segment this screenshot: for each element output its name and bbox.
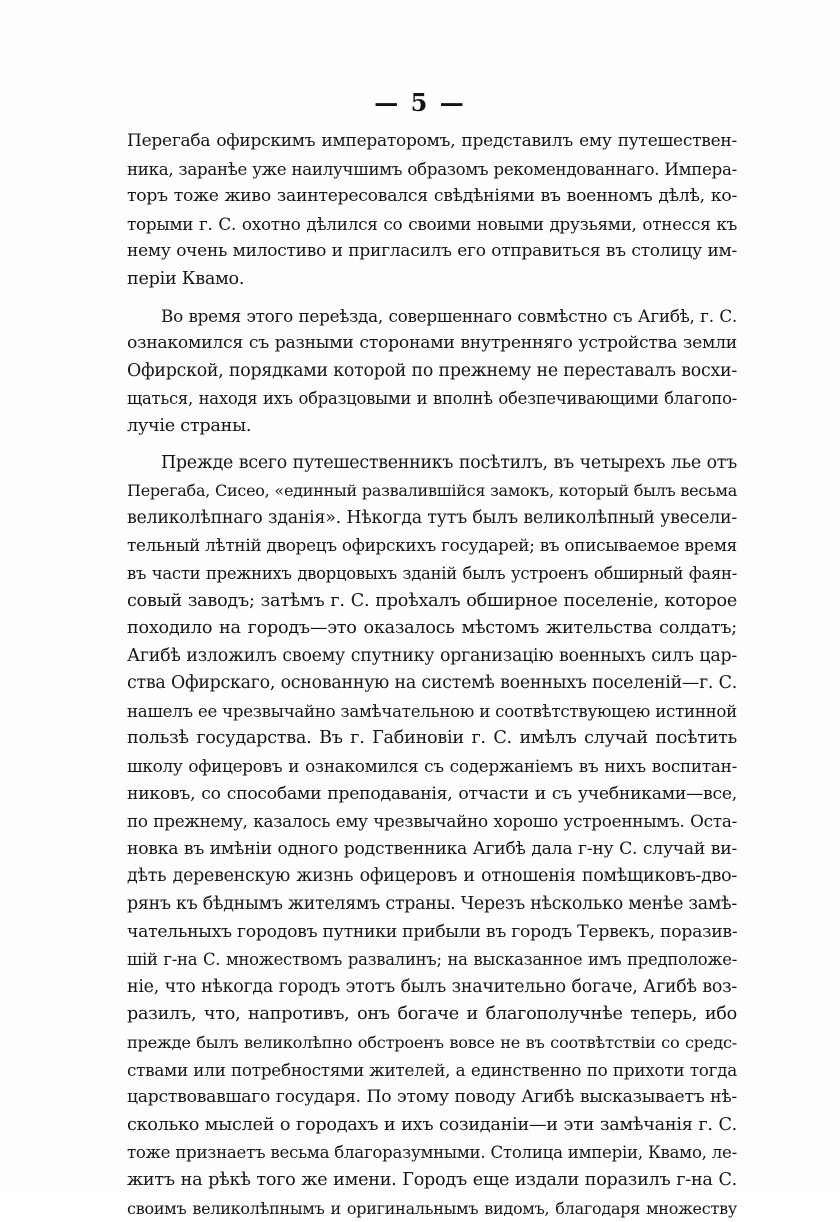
text-line: совый заводъ; затѣмъ г. С. проѣхалъ обширное поселеніе, которое xyxy=(127,590,737,611)
text-line: шій г-на С. множествомъ развалинъ; на высказанное имъ предположе- xyxy=(127,950,737,970)
text-line: торъ тоже живо заинтересовался свѣдѣніями въ военномъ дѣлѣ, ко- xyxy=(127,186,737,207)
text-line: Во время этого переѣзда, совершеннаго совмѣстно съ Агибѣ, г. С. xyxy=(161,305,737,326)
page-number: — 5 — xyxy=(374,88,466,117)
text-line: тельный лѣтній дворецъ офирскихъ государей; въ описываемое время xyxy=(127,535,737,556)
text-line: никовъ, со способами преподаванія, отчасти и съ учебниками—все, xyxy=(127,783,737,804)
text-line: чательныхъ городовъ путники прибыли въ городъ Тервекъ, поразив- xyxy=(127,921,737,942)
body-text xyxy=(127,128,737,1222)
text-line: періи Квамо. xyxy=(127,268,245,289)
text-line: лучіе страны. xyxy=(127,415,252,436)
text-line: ознакомился съ разными сторонами внутренняго устройства земли xyxy=(127,333,737,354)
text-line: ніе, что нѣкогда городъ этотъ былъ значительно богаче, Агибѣ воз- xyxy=(127,976,737,997)
text-line: ства Офирскаго, основанную на системѣ военныхъ поселеній—г. С. xyxy=(127,673,737,694)
text-line: ствами или потребностями жителей, а единственно по прихоти тогда xyxy=(127,1059,737,1080)
text-line: пользѣ государства. Въ г. Габиновіи г. С. имѣлъ случай посѣтить xyxy=(127,728,737,749)
text-line: школу офицеровъ и ознакомился съ содержаніемъ въ нихъ воспитан- xyxy=(127,756,737,777)
text-line: рянъ къ бѣднымъ жителямъ страны. Черезъ нѣсколько менѣе замѣ- xyxy=(127,894,737,915)
text-line: торыми г. С. охотно дѣлился со своими новыми друзьями, отнесся къ xyxy=(127,213,737,234)
text-line: сколько мыслей о городахъ и ихъ созиданіи—и эти замѣчанія г. С. xyxy=(127,1114,737,1135)
text-line: въ части прежнихъ дворцовыхъ зданій былъ устроенъ обширный фаян- xyxy=(127,563,737,583)
text-line: царствовавшаго государя. По этому поводу Агибѣ высказываетъ нѣ- xyxy=(127,1087,737,1108)
text-line: по прежнему, казалось ему чрезвычайно хорошо устроеннымъ. Оста- xyxy=(127,811,737,832)
paragraph-2 xyxy=(127,303,737,441)
paragraph-3 xyxy=(127,450,737,1222)
text-line: новка въ имѣніи одного родственника Агибѣ дала г-ну С. случай ви- xyxy=(127,838,737,859)
text-line: Офирской, порядками которой по прежнему не переставалъ восхи- xyxy=(127,360,737,381)
text-line: Перегаба офирскимъ императоромъ, представилъ ему путешествен- xyxy=(127,131,737,151)
text-line: тоже признаетъ весьма благоразумными. Столица имперіи, Квамо, ле- xyxy=(127,1143,737,1163)
paragraph-1 xyxy=(127,128,737,294)
text-line: нашелъ ее чрезвычайно замѣчательною и соотвѣтствующею истинной xyxy=(127,701,737,721)
text-line: своимъ великолѣпнымъ и оригинальнымъ видомъ, благодаря множеству xyxy=(127,1198,737,1218)
text-line: разилъ, что, напротивъ, онъ богаче и благополучнѣе теперь, ибо xyxy=(127,1004,737,1025)
text-line: Агибѣ изложилъ своему спутнику организацію военныхъ силъ цар- xyxy=(127,645,737,666)
text-line: прежде былъ великолѣпно обстроенъ вовсе не въ соотвѣтствіи со средс- xyxy=(127,1033,737,1052)
text-line: походило на городъ—это оказалось мѣстомъ жительства солдатъ; xyxy=(127,618,737,639)
text-line: великолѣпнаго зданія». Нѣкогда тутъ былъ великолѣпный увесели- xyxy=(127,507,737,528)
text-line: щаться, находя ихъ образцовыми и вполнѣ обезпечивающими благопо- xyxy=(127,389,737,409)
text-line: дѣть деревенскую жизнь офицеровъ и отношенія помѣщиковъ-дво- xyxy=(127,866,737,887)
text-line: Прежде всего путешественникъ посѣтилъ, въ четырехъ лье отъ xyxy=(161,452,737,473)
text-line: ника, заранѣе уже наилучшимъ образомъ рекомендованнаго. Импера- xyxy=(127,159,737,179)
text-line: житъ на рѣкѣ того же имени. Городъ еще издали поразилъ г-на С. xyxy=(127,1169,737,1190)
text-line: Перегаба, Сисео, «единный развалившійся замокъ, который былъ весьма xyxy=(127,481,737,501)
text-line: нему очень милостиво и пригласилъ его отправиться въ столицу им- xyxy=(127,241,737,262)
